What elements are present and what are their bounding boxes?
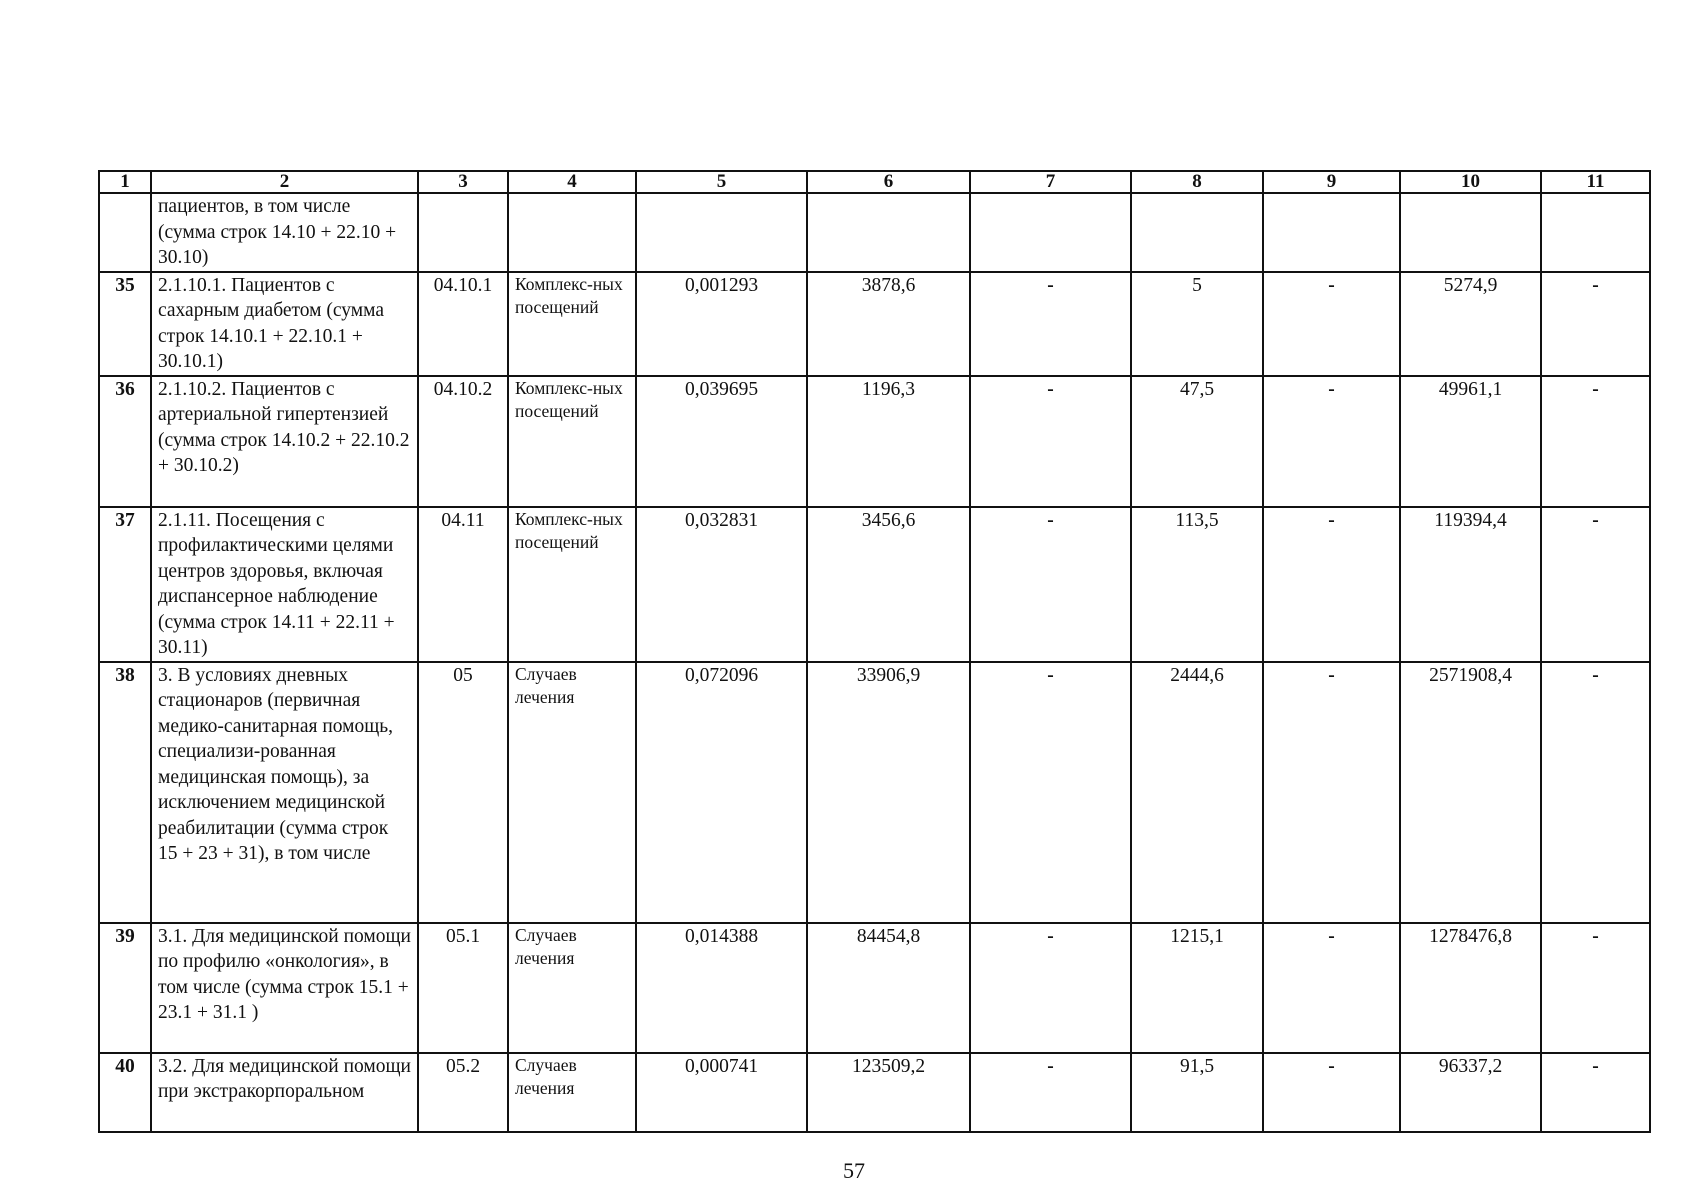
cell-col-5: 0,001293 (636, 272, 807, 376)
cell-col-9: - (1263, 923, 1400, 1053)
cell-col-7: - (970, 272, 1131, 376)
row-code: 04.10.2 (418, 376, 508, 507)
cell-col-8: 2444,6 (1131, 662, 1263, 923)
row-unit: Комплекс-ных посещений (508, 272, 636, 376)
row-code: 04.11 (418, 507, 508, 662)
cell-col-5: 0,072096 (636, 662, 807, 923)
cell-col-5: 0,039695 (636, 376, 807, 507)
cell-col-10: 49961,1 (1400, 376, 1541, 507)
row-unit: Комплекс-ных посещений (508, 507, 636, 662)
cell-col-6: 123509,2 (807, 1053, 970, 1132)
cell-col-10: 2571908,4 (1400, 662, 1541, 923)
cell-col-7: - (970, 923, 1131, 1053)
cell-col-11: - (1541, 1053, 1650, 1132)
table-row (99, 923, 1650, 1053)
row-code: 05.2 (418, 1053, 508, 1132)
cell-col-5: 0,014388 (636, 923, 807, 1053)
row-number: 38 (99, 662, 151, 923)
row-unit: Комплекс-ных посещений (508, 376, 636, 507)
cell-col-10: 96337,2 (1400, 1053, 1541, 1132)
row-unit: Случаев лечения (508, 662, 636, 923)
cell-col-10: 5274,9 (1400, 272, 1541, 376)
column-header-10: 10 (1400, 171, 1541, 193)
row-unit: Случаев лечения (508, 923, 636, 1053)
cell-col-8: 113,5 (1131, 507, 1263, 662)
table-row (99, 1053, 1650, 1132)
cell-col-8: 91,5 (1131, 1053, 1263, 1132)
table-row (99, 193, 1650, 272)
column-header-7: 7 (970, 171, 1131, 193)
row-code: 05.1 (418, 923, 508, 1053)
data-table (98, 170, 1651, 1133)
cell-col-6: 1196,3 (807, 376, 970, 507)
cell-col-6: 33906,9 (807, 662, 970, 923)
cell-col-11: - (1541, 923, 1650, 1053)
row-description: пациентов, в том числе (сумма строк 14.10 + 22.10 + 30.10) (151, 193, 418, 272)
cell-col-5 (636, 193, 807, 272)
cell-col-8 (1131, 193, 1263, 272)
row-number: 37 (99, 507, 151, 662)
cell-col-7: - (970, 376, 1131, 507)
table-row (99, 507, 1650, 662)
row-unit: Случаев лечения (508, 1053, 636, 1132)
cell-col-11 (1541, 193, 1650, 272)
cell-col-8: 5 (1131, 272, 1263, 376)
cell-col-5: 0,032831 (636, 507, 807, 662)
cell-col-7: - (970, 662, 1131, 923)
cell-col-6: 3456,6 (807, 507, 970, 662)
column-header-2: 2 (151, 171, 418, 193)
cell-col-9: - (1263, 376, 1400, 507)
cell-col-11: - (1541, 376, 1650, 507)
cell-col-10 (1400, 193, 1541, 272)
cell-col-11: - (1541, 272, 1650, 376)
cell-col-8: 47,5 (1131, 376, 1263, 507)
cell-col-6 (807, 193, 970, 272)
row-code: 04.10.1 (418, 272, 508, 376)
cell-col-9 (1263, 193, 1400, 272)
row-number (99, 193, 151, 272)
row-description: 2.1.10.1. Пациентов с сахарным диабетом (сумма строк 14.10.1 + 22.10.1 + 30.10.1) (151, 272, 418, 376)
cell-col-11: - (1541, 507, 1650, 662)
column-header-8: 8 (1131, 171, 1263, 193)
row-number: 39 (99, 923, 151, 1053)
row-code: 05 (418, 662, 508, 923)
row-number: 36 (99, 376, 151, 507)
cell-col-7: - (970, 1053, 1131, 1132)
cell-col-7 (970, 193, 1131, 272)
cell-col-9: - (1263, 507, 1400, 662)
cell-col-9: - (1263, 662, 1400, 923)
column-header-11: 11 (1541, 171, 1650, 193)
column-header-4: 4 (508, 171, 636, 193)
row-description: 2.1.10.2. Пациентов с артериальной гипертензией (сумма строк 14.10.2 + 22.10.2 + 30.10.2) (151, 376, 418, 507)
header-row (99, 171, 1650, 193)
cell-col-10: 119394,4 (1400, 507, 1541, 662)
cell-col-7: - (970, 507, 1131, 662)
column-header-6: 6 (807, 171, 970, 193)
page-number: 57 (843, 1158, 865, 1183)
cell-col-9: - (1263, 1053, 1400, 1132)
cell-col-8: 1215,1 (1131, 923, 1263, 1053)
cell-col-5: 0,000741 (636, 1053, 807, 1132)
row-description: 2.1.11. Посещения с профилактическими целями центров здоровья, включая диспансерное наблюдение (сумма строк 14.11 + 22.11 + 30.11) (151, 507, 418, 662)
row-description: 3.1. Для медицинской помощи по профилю «онкология», в том числе (сумма строк 15.1 + 23.1 + 31.1 ) (151, 923, 418, 1053)
row-number: 35 (99, 272, 151, 376)
row-description: 3.2. Для медицинской помощи при экстракорпоральном (151, 1053, 418, 1132)
row-description: 3. В условиях дневных стационаров (первичная медико-санитарная помощь, специализи-рованная медицинская помощь), за исключением медицинской реабилитации (сумма строк 15 + 23 + 31), в том числе (151, 662, 418, 923)
table-row (99, 662, 1650, 923)
cell-col-10: 1278476,8 (1400, 923, 1541, 1053)
column-header-1: 1 (99, 171, 151, 193)
row-unit (508, 193, 636, 272)
cell-col-6: 3878,6 (807, 272, 970, 376)
column-header-9: 9 (1263, 171, 1400, 193)
table-row (99, 272, 1650, 376)
row-code (418, 193, 508, 272)
column-header-5: 5 (636, 171, 807, 193)
row-number: 40 (99, 1053, 151, 1132)
cell-col-9: - (1263, 272, 1400, 376)
column-header-3: 3 (418, 171, 508, 193)
table-row (99, 376, 1650, 507)
cell-col-6: 84454,8 (807, 923, 970, 1053)
cell-col-11: - (1541, 662, 1650, 923)
